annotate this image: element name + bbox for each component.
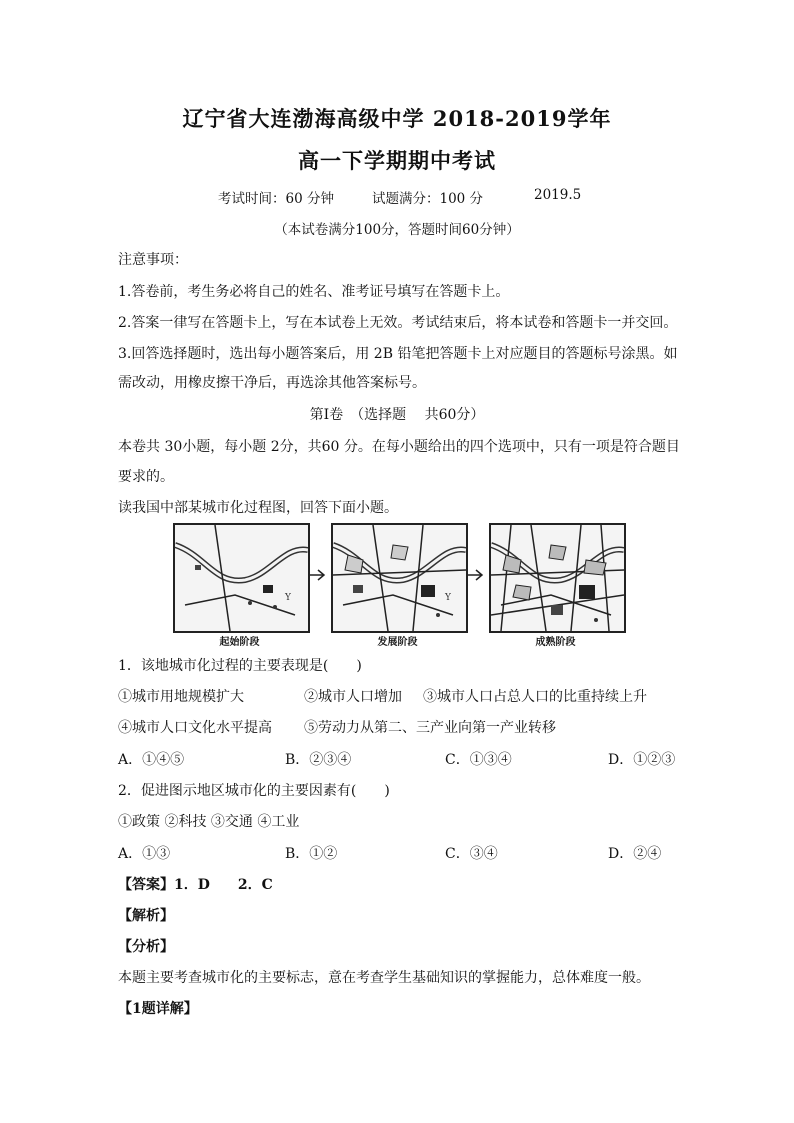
q2-stem: 2．促进图示地区城市化的主要因素有( ) bbox=[118, 783, 390, 799]
exam-time: 考试时间：60 分钟 bbox=[218, 191, 334, 207]
exam-date: 2019.5 bbox=[534, 187, 582, 203]
q1-option-1: ①城市用地规模扩大 bbox=[118, 689, 244, 705]
map-stage-1-drawing bbox=[175, 525, 308, 631]
title-line-1: 辽宁省大连渤海高级中学 2018-2019学年 bbox=[182, 106, 612, 131]
q2-choice-b: B．①② bbox=[285, 846, 338, 862]
svg-text:Y: Y bbox=[285, 593, 291, 603]
q2-choice-c: C．③④ bbox=[445, 846, 498, 862]
answer-line: 【答案】1．D 2．C bbox=[118, 877, 273, 893]
caption-stage-3: 成熟阶段 bbox=[535, 637, 576, 648]
caption-stage-2: 发展阶段 bbox=[377, 637, 418, 648]
notice-item-1: 1.答卷前，考生务必将自己的姓名、准考证号填写在答题卡上。 bbox=[118, 284, 510, 300]
q1-choice-a: A．①④⑤ bbox=[118, 752, 185, 768]
read-prompt: 读我国中部某城市化过程图，回答下面小题。 bbox=[118, 500, 398, 516]
arrow-right-icon bbox=[467, 569, 487, 581]
detail-label: 【1题详解】 bbox=[118, 1001, 198, 1017]
section-intro-line-2: 要求的。 bbox=[118, 469, 174, 485]
q2-options: ①政策 ②科技 ③交通 ④工业 bbox=[118, 814, 300, 830]
fenxi-label: 【分析】 bbox=[118, 939, 174, 955]
q1-choice-b: B．②③④ bbox=[285, 752, 352, 768]
exam-note: （本试卷满分100分，答题时间60分钟） bbox=[274, 222, 520, 238]
map-panel-stage-1 bbox=[173, 523, 310, 633]
fenxi-text: 本题主要考查城市化的主要标志，意在考查学生基础知识的掌握能力，总体难度一般。 bbox=[118, 970, 650, 986]
exam-score: 试题满分：100 分 bbox=[372, 191, 484, 207]
map-stage-2-drawing bbox=[333, 525, 466, 631]
q1-option-5: ⑤劳动力从第二、三产业向第一产业转移 bbox=[304, 720, 556, 736]
caption-stage-1: 起始阶段 bbox=[219, 637, 260, 648]
q1-option-3: ③城市人口占总人口的比重持续上升 bbox=[423, 689, 647, 705]
q2-choice-a: A．①③ bbox=[118, 846, 171, 862]
q1-option-2: ②城市人口增加 bbox=[304, 689, 402, 705]
notice-item-3-line-1: 3.回答选择题时，选出每小题答案后，用 2B 铅笔把答题卡上对应题目的答题标号涂黑。如 bbox=[118, 346, 678, 362]
analysis-label: 【解析】 bbox=[118, 908, 174, 924]
notice-heading: 注意事项： bbox=[118, 252, 188, 268]
q1-option-4: ④城市人口文化水平提高 bbox=[118, 720, 272, 736]
q1-choice-d: D．①②③ bbox=[608, 752, 676, 768]
section-title: 第Ⅰ卷 （选择题 共60分） bbox=[309, 407, 485, 423]
title-line-2: 高一下学期期中考试 bbox=[298, 148, 496, 173]
notice-item-3-line-2: 需改动，用橡皮擦干净后，再选涂其他答案标号。 bbox=[118, 375, 426, 391]
section-intro-line-1: 本卷共 30小题，每小题 2分，共60 分。在每小题给出的四个选项中，只有一项是符合题目 bbox=[118, 439, 680, 455]
arrow-right-icon bbox=[309, 569, 329, 581]
map-panel-stage-2 bbox=[331, 523, 468, 633]
svg-text:Y: Y bbox=[445, 593, 451, 603]
urbanization-figure bbox=[173, 523, 626, 646]
q2-choice-d: D．②④ bbox=[608, 846, 662, 862]
q1-stem: 1．该地城市化过程的主要表现是( ) bbox=[118, 658, 362, 674]
notice-item-2: 2.答案一律写在答题卡上，写在本试卷上无效。考试结束后，将本试卷和答题卡一并交回。 bbox=[118, 315, 678, 331]
q1-choice-c: C．①③④ bbox=[445, 752, 512, 768]
map-stage-3-drawing bbox=[491, 525, 624, 631]
map-panel-stage-3 bbox=[489, 523, 626, 633]
